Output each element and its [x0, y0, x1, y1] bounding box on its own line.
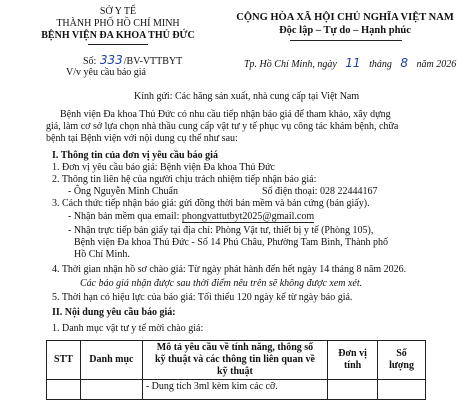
header-danh-muc — [80, 341, 142, 380]
section-1-title: I. Thông tin của đơn vị yêu cầu báo giá — [52, 150, 218, 161]
soft-copy-line — [68, 211, 314, 222]
header-sl-line-2: lượng — [389, 360, 414, 371]
hard-copy-line-1: - Nhận trực tiếp bản giấy tại địa chỉ: Phòng Vật tư, thiết bị y tế (Phòng 105), — [68, 225, 374, 236]
row-dvt-cell — [328, 380, 378, 400]
section-2-item-1: 1. Danh mục vật tư y tế mời chào giá: — [52, 323, 204, 334]
hard-copy-line-2: Bệnh viện Đa khoa Thủ Đức - Số 14 Phú Châu, Phường Tam Bình, Thành phố — [74, 237, 389, 248]
item-2: 2. Thông tin liên hệ của người chịu trách nhiệm tiếp nhận báo giá: — [52, 174, 317, 185]
row-sl-cell — [378, 380, 426, 400]
contact-name: - Ông Nguyễn Minh Chuẩn — [68, 186, 178, 197]
header-dvt-line-2: tính — [343, 360, 362, 371]
table-row — [47, 380, 426, 400]
motto-underline — [290, 40, 402, 41]
item-4-note: Các báo giá nhận được sau thời điểm nêu trên sẽ không được xem xét. — [80, 278, 363, 289]
national-title: CỘNG HÒA XÃ HỘI CHỦ NGHĨA VIỆT NAM — [236, 12, 454, 23]
intro-line-1: Bệnh viện Đa khoa Thủ Đức có nhu cầu tiếp nhận báo giá để tham khảo, xây dựng — [60, 109, 391, 120]
date-mid: tháng — [369, 59, 392, 70]
row-desc-text: - Dung tích 3ml kèm kim các cỡ. — [145, 381, 278, 392]
contact-phone: Số điện thoại: 028 22444167 — [262, 186, 378, 197]
header-mo-ta-line-2: kỹ thuật và các thông tin liên quan về — [154, 354, 315, 365]
soft-copy-label: - Nhận bản mềm qua email: — [68, 211, 180, 222]
handwritten-day: 11 — [345, 56, 361, 70]
national-motto: Độc lập – Tự do – Hạnh phúc — [279, 25, 411, 36]
row-desc-cell — [142, 380, 327, 400]
row-danh-muc-cell — [80, 380, 142, 400]
number-suffix: /BV-VTTBYT — [123, 56, 183, 67]
hospital-name: BỆNH VIỆN ĐA KHOA THỦ ĐỨC — [41, 30, 195, 41]
greeting: Kính gửi: Các hãng sản xuất, nhà cung cấp tại Việt Nam — [134, 91, 360, 102]
handwritten-month: 8 — [400, 56, 408, 70]
number-prefix: Số: — [83, 56, 97, 67]
price-request-table — [46, 340, 426, 400]
header-mo-ta-line-3: kỹ thuật — [217, 366, 253, 377]
header-stt-label: STT — [54, 354, 73, 365]
section-2-title: II. Nội dung yêu cầu báo giá: — [52, 307, 176, 318]
item-1: 1. Đơn vị yêu cầu báo giá: Bệnh viện Đa khoa Thủ Đức — [52, 162, 275, 173]
item-4: 4. Thời gian nhận hồ sơ chào giá: Từ ngày phát hành đến hết ngày 14 tháng 8 năm 2026. — [52, 264, 407, 275]
row-stt-cell — [47, 380, 81, 400]
header-don-vi-tinh — [328, 341, 378, 380]
header-so-luong — [378, 341, 426, 380]
city-line: THÀNH PHỐ HỒ CHÍ MINH — [56, 18, 180, 29]
issue-date — [244, 56, 456, 70]
item-5: 5. Thời hạn có hiệu lực của báo giá: Tối thiểu 120 ngày kể từ ngày báo giá. — [52, 292, 353, 303]
item-3: 3. Cách thức tiếp nhận báo giá: gửi đồng thời bản mềm và bản cứng (bản giấy). — [52, 198, 370, 209]
header-mo-ta — [142, 341, 327, 380]
agency-line: SỞ Y TẾ — [99, 6, 137, 17]
header-mo-ta-line-1: Mô tả yêu cầu về tính năng, thông số — [156, 342, 314, 353]
header-dvt-line-1: Đơn vị — [338, 348, 367, 359]
intro-line-3: bệnh tại Bệnh viện với nội dung cụ thể như sau: — [46, 133, 238, 144]
hard-copy-line-3: Hồ Chí Minh. — [74, 249, 130, 260]
hospital-underline — [88, 44, 148, 45]
subject-line: V/v yêu cầu báo giá — [66, 67, 146, 78]
email-link[interactable]: phongvattutbyt2025@gmail.com — [181, 211, 315, 222]
header-stt — [47, 341, 81, 380]
intro-line-2: giá, làm cơ sở lựa chọn nhà thầu cung cấp vật tư y tế phục vụ công tác khám bệnh, chữa — [46, 121, 399, 132]
header-danh-muc-label: Danh mục — [89, 354, 134, 365]
date-suffix: năm 2026 — [416, 59, 457, 70]
table-header-row — [47, 341, 426, 380]
handwritten-number: 333 — [99, 53, 123, 67]
header-sl-line-1: Số — [396, 348, 407, 359]
document-number — [83, 53, 182, 67]
date-prefix: Tp. Hồ Chí Minh, ngày — [244, 59, 337, 70]
